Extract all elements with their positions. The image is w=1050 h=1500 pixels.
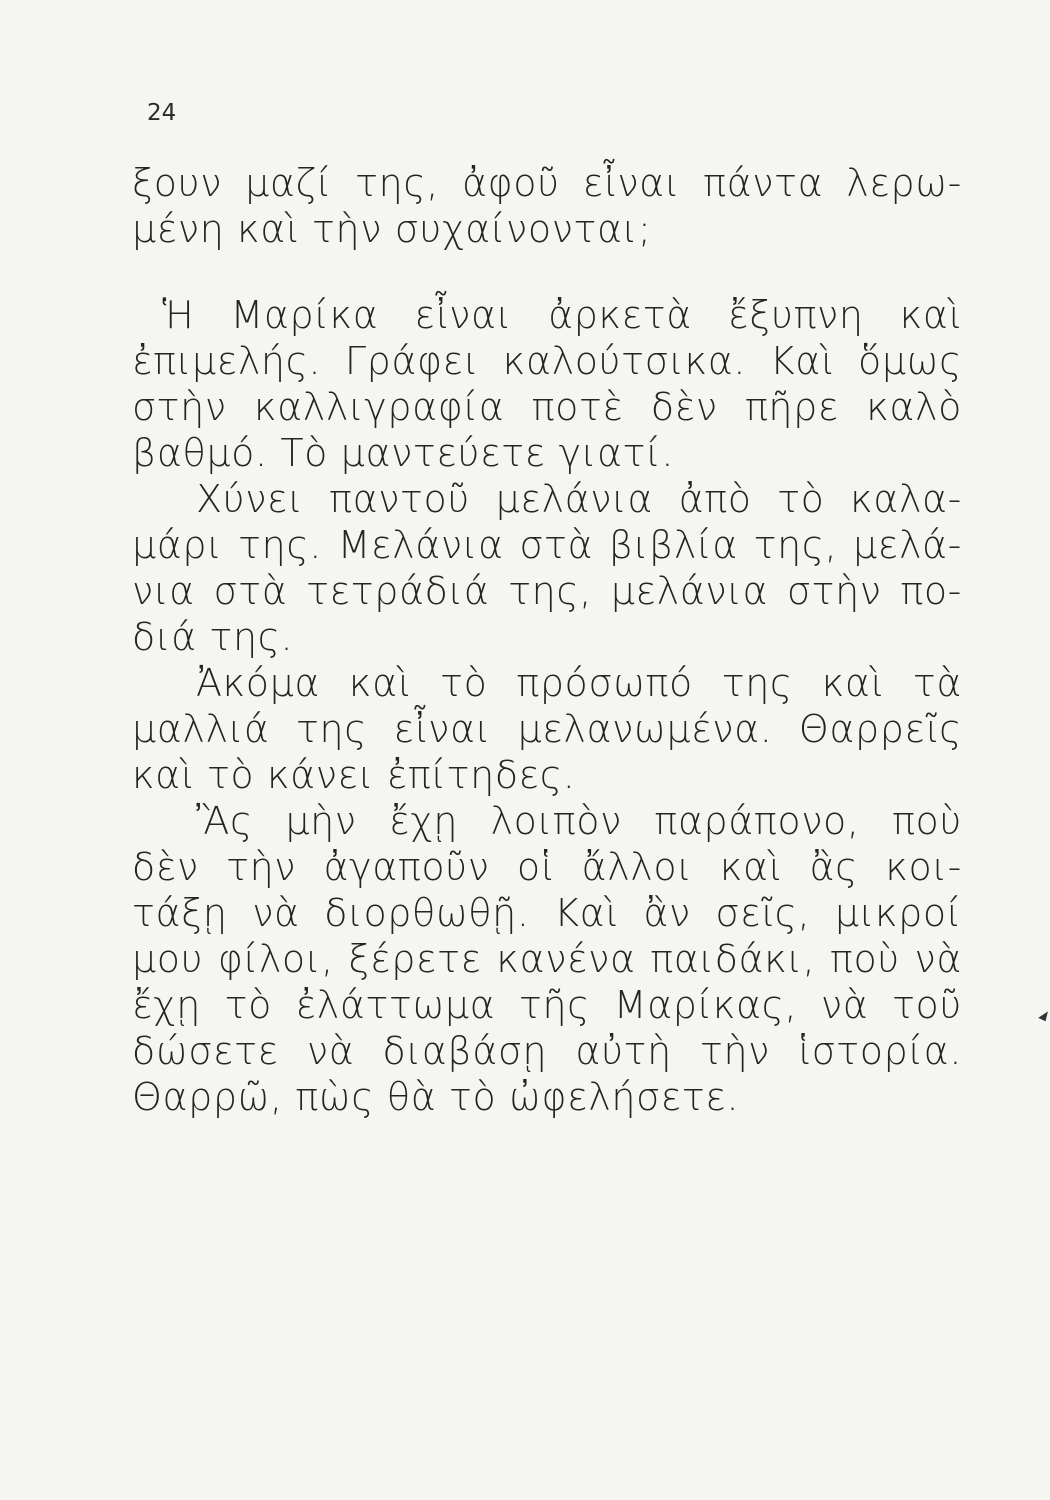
page-number: 24 xyxy=(147,100,177,126)
text-line: καὶ τὸ κάνει ἐπίτηδες. xyxy=(132,753,576,797)
text-line: ξουν μαζί της, ἀφοῦ εἶναι πάντα λερω- xyxy=(132,161,962,205)
paragraph xyxy=(132,660,962,798)
text-line: διά της. xyxy=(132,615,294,659)
text-line: δὲν τὴν ἀγαποῦν οἱ ἄλλοι καὶ ἂς κοι- xyxy=(132,845,962,889)
text-line: δώσετε νὰ διαβάσῃ αὐτὴ τὴν ἱστορία. xyxy=(132,1029,962,1073)
text-line: μου φίλοι, ξέρετε κανένα παιδάκι, ποὺ νὰ xyxy=(132,937,962,981)
paragraph xyxy=(132,476,962,660)
text-line: ἔχῃ τὸ ἐλάττωμα τῆς Μαρίκας, νὰ τοῦ xyxy=(132,983,962,1027)
text-line: μάρι της. Μελάνια στὰ βιβλία της, μελά- xyxy=(132,523,962,567)
text-line: Ἡ Μαρίκα εἶναι ἀρκετὰ ἔξυπνη καὶ xyxy=(162,293,962,337)
text-line: νια στὰ τετράδιά της, μελάνια στὴν πο- xyxy=(132,569,962,613)
text-line: μένη καὶ τὴν συχαίνονται; xyxy=(132,207,652,251)
paragraph xyxy=(132,292,962,476)
text-line: Χύνει παντοῦ μελάνια ἀπὸ τὸ καλα- xyxy=(196,477,962,521)
text-line: στὴν καλλιγραφία ποτὲ δὲν πῆρε καλὸ xyxy=(132,385,962,429)
text-line: Θαρρῶ, πὼς θὰ τὸ ὠφελήσετε. xyxy=(132,1075,740,1119)
text-line: ἐπιμελής. Γράφει καλούτσικα. Καὶ ὅμως xyxy=(132,339,962,383)
paragraph xyxy=(132,160,962,252)
text-line: Ἂς μὴν ἔχῃ λοιπὸν παράπονο, ποὺ xyxy=(196,799,962,843)
text-line: βαθμό. Τὸ μαντεύετε γιατί. xyxy=(132,431,675,475)
paragraph xyxy=(132,798,962,1120)
text-line: μαλλιά της εἶναι μελανωμένα. Θαρρεῖς xyxy=(132,707,962,751)
page-body-text xyxy=(132,160,962,1120)
text-line: Ἀκόμα καὶ τὸ πρόσωπό της καὶ τὰ xyxy=(196,661,962,705)
text-line: τάξῃ νὰ διορθωθῇ. Καὶ ἂν σεῖς, μικροί xyxy=(132,891,962,935)
margin-mark xyxy=(1038,1009,1049,1021)
